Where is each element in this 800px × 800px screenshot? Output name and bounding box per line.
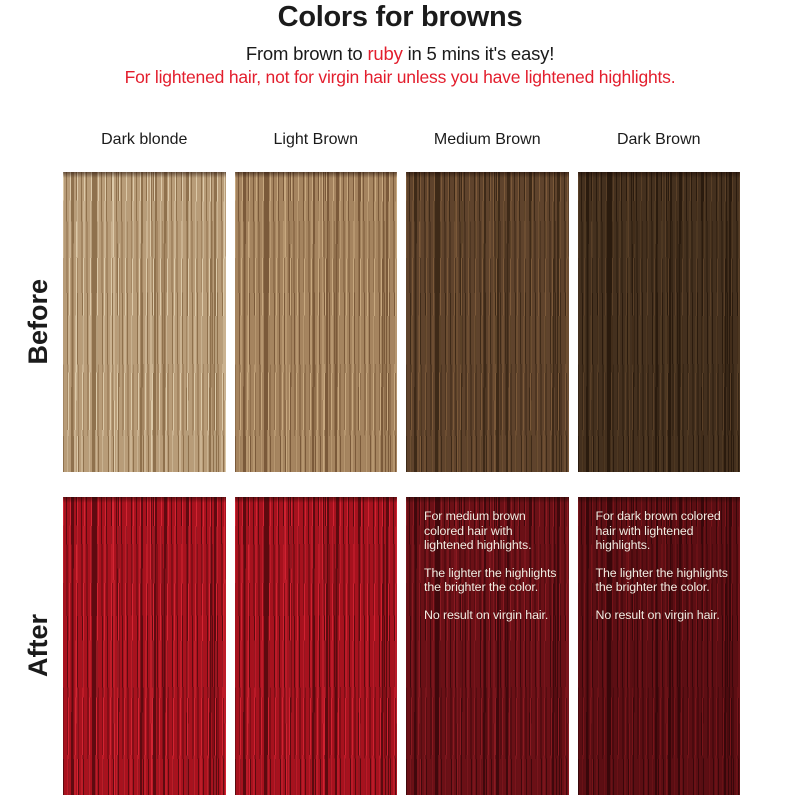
note-paragraph: The lighter the highlights the brighter the color. bbox=[424, 565, 557, 594]
note-paragraph: For dark brown colored hair with lightened highlights. bbox=[595, 509, 721, 552]
swatch-after-light-brown bbox=[235, 497, 398, 795]
note-paragraph: For medium brown colored hair with lightened highlights. bbox=[424, 509, 532, 552]
column-header-dark-blonde: Dark blonde bbox=[101, 131, 188, 148]
note-paragraph: No result on virgin hair. bbox=[424, 607, 549, 622]
swatch-before-medium-brown bbox=[406, 172, 569, 472]
column-header-dark-brown: Dark Brown bbox=[616, 131, 701, 148]
swatch-after-medium-brown bbox=[406, 497, 569, 795]
subtitle-suffix: in 5 mins it's easy! bbox=[402, 43, 555, 64]
warning-text: For lightened hair, not for virgin hair unless you have lightened highlights. bbox=[124, 67, 676, 87]
swatch-before-light-brown bbox=[235, 172, 398, 472]
note-medium-brown bbox=[406, 497, 569, 795]
swatch-after-dark-blonde bbox=[63, 497, 226, 795]
after-swatch-row bbox=[63, 497, 740, 795]
subtitle-highlight: ruby bbox=[367, 43, 403, 64]
note-paragraph: No result on virgin hair. bbox=[595, 607, 720, 622]
row-label-after: After bbox=[22, 614, 53, 678]
note-dark-brown bbox=[578, 497, 741, 795]
row-label-before: Before bbox=[22, 279, 53, 365]
before-swatch-row bbox=[63, 172, 740, 472]
column-headers bbox=[63, 131, 740, 149]
swatch-after-dark-brown bbox=[578, 497, 741, 795]
column-header-medium-brown: Medium Brown bbox=[433, 131, 541, 148]
column-header-light-brown: Light Brown bbox=[273, 131, 358, 148]
swatch-before-dark-brown bbox=[578, 172, 741, 472]
page-title: Colors for browns bbox=[277, 1, 523, 33]
subtitle bbox=[0, 43, 800, 65]
subtitle-prefix: From brown to bbox=[245, 43, 368, 64]
swatch-before-dark-blonde bbox=[63, 172, 226, 472]
note-paragraph: The lighter the highlights the brighter the color. bbox=[595, 565, 728, 594]
